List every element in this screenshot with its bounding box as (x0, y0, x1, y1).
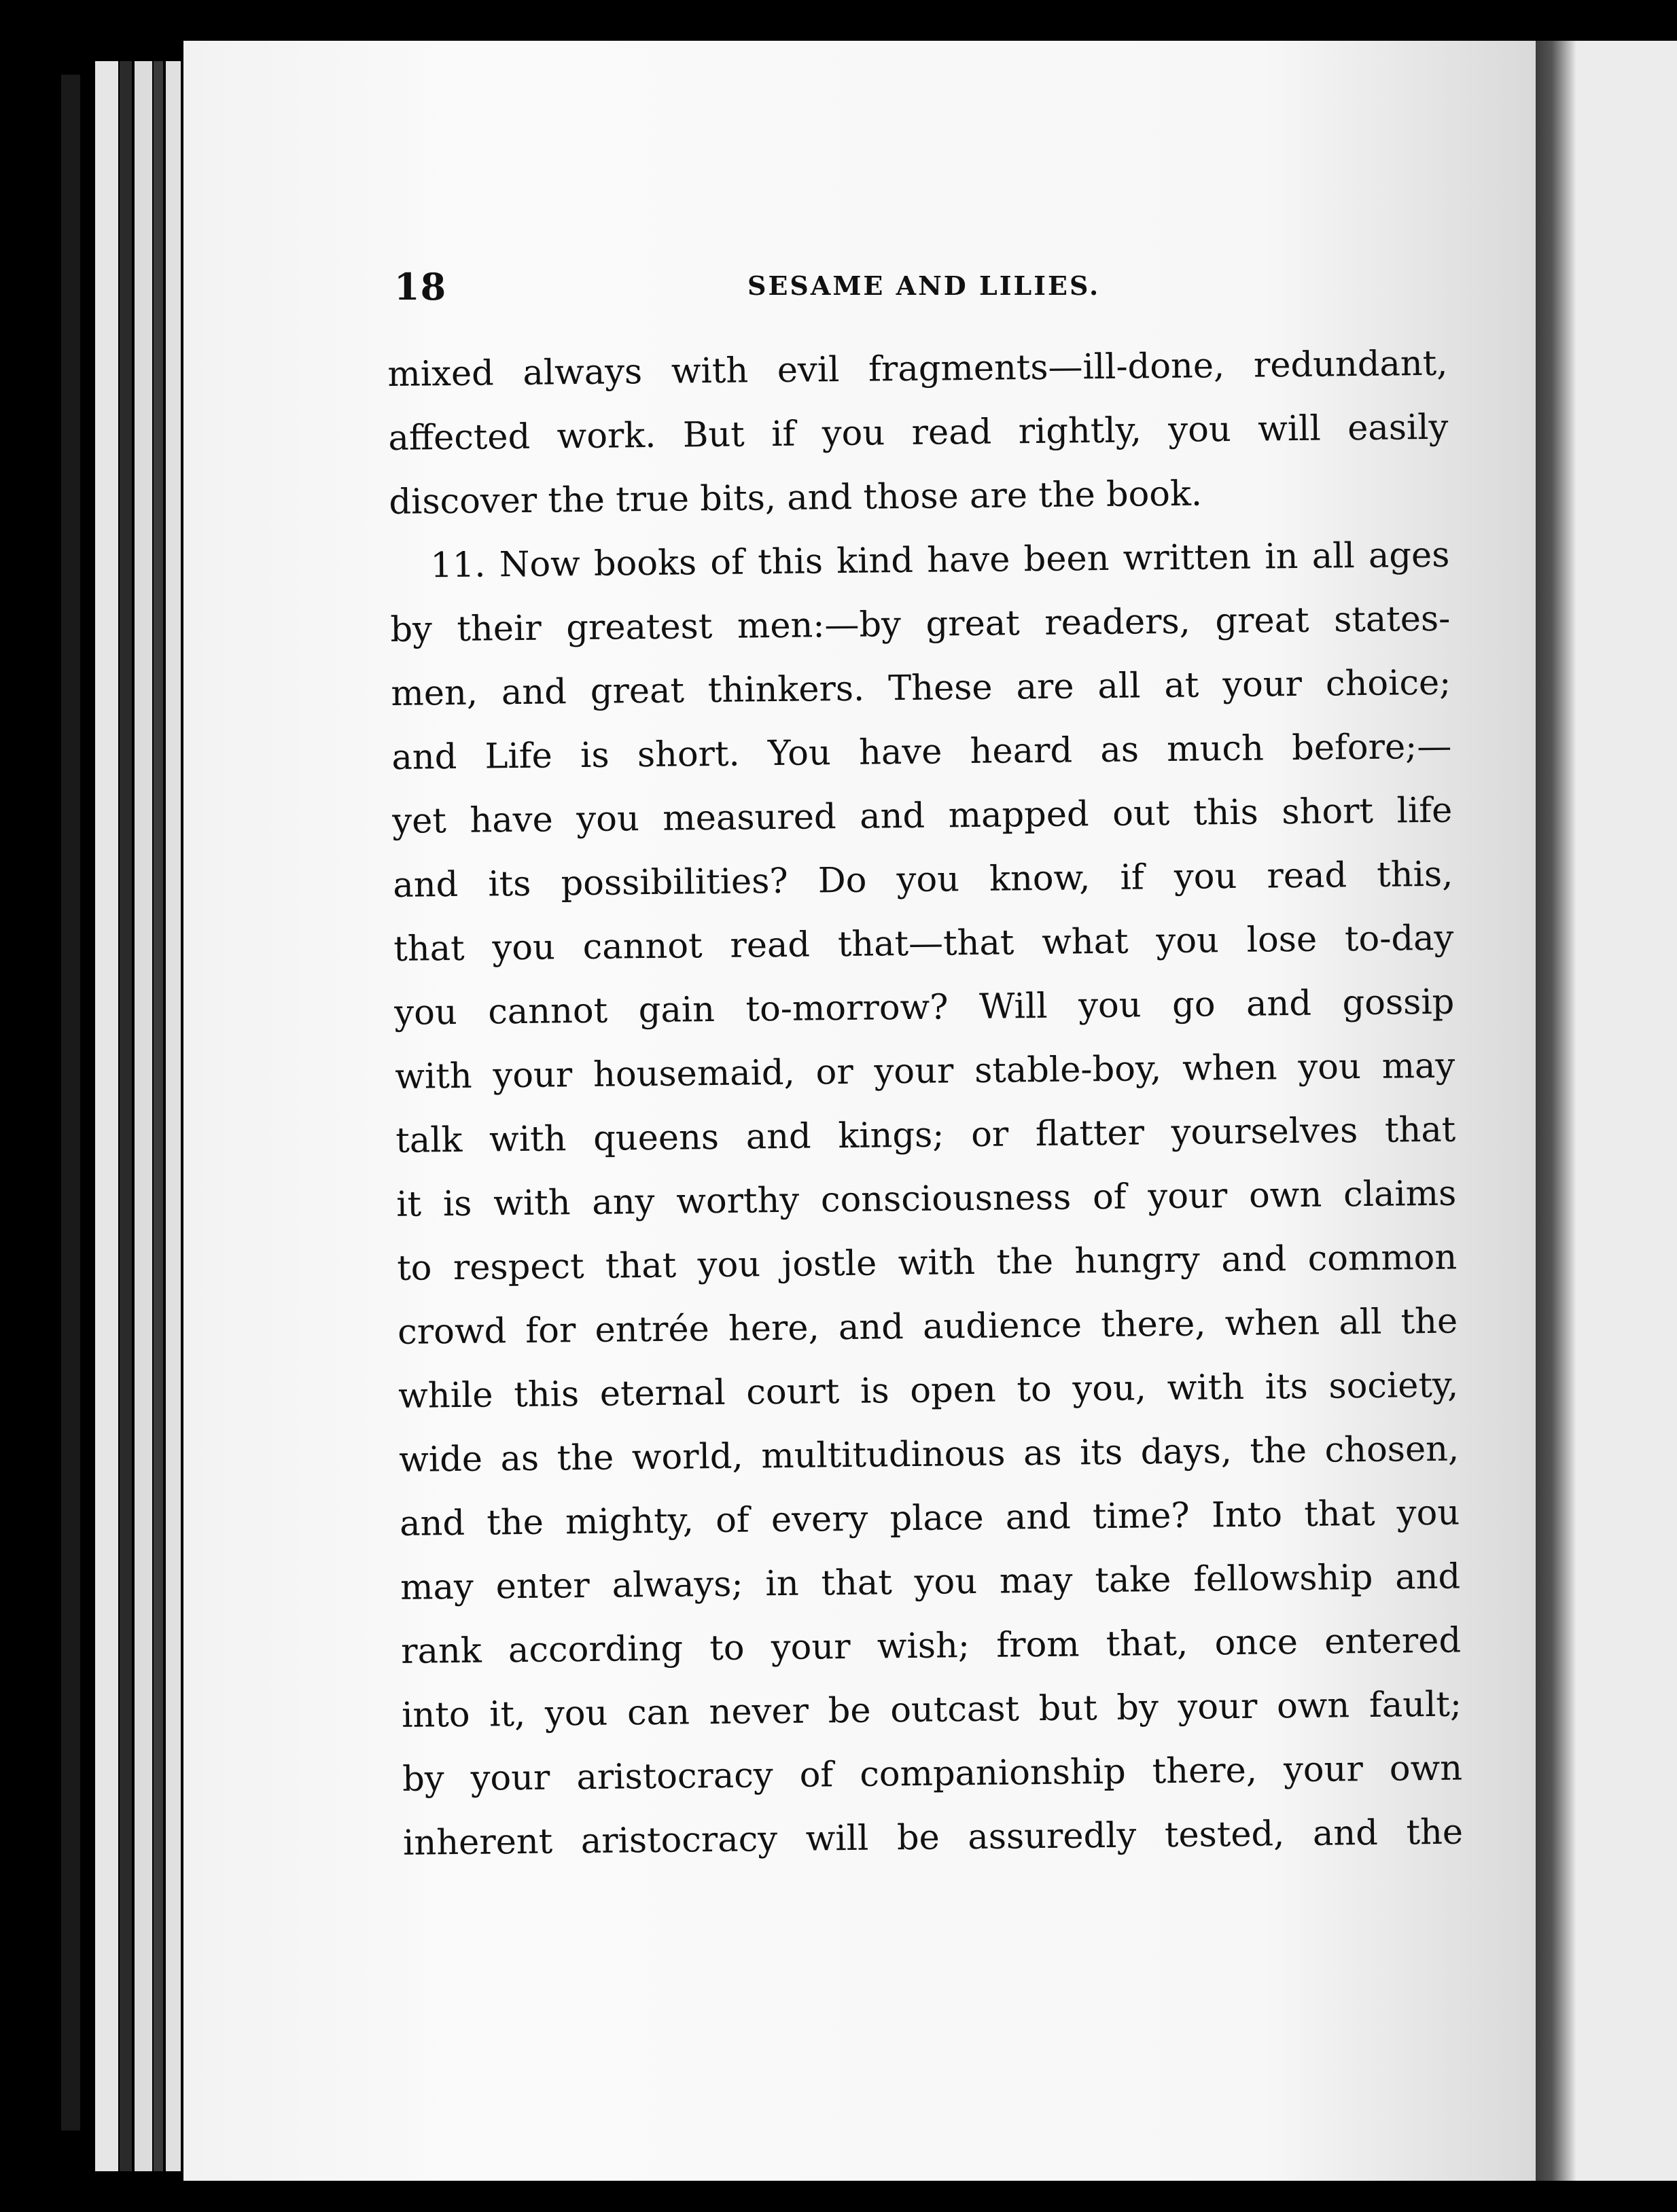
text-line: by your aristocracy of companionship there, your own (402, 1748, 1463, 1800)
text-line: to respect that you jostle with the hungry and common (396, 1237, 1458, 1289)
text-line: it is with any worthy consciousness of your own claims (395, 1173, 1457, 1225)
text-line: while this eternal court is open to you, with its society, (398, 1365, 1459, 1416)
text-line: men, and great thinkers. These are all at your choice; (391, 662, 1451, 714)
text-line: discover the true bits, and those are the book. (389, 474, 1203, 522)
text-line: and the mighty, of every place and time? Into that you (399, 1493, 1460, 1544)
text-line: and Life is short. You have heard as much before;— (391, 726, 1452, 778)
text-line: may enter always; in that you may take fellowship and (400, 1556, 1461, 1608)
text-line: affected work. But if you read rightly, you will easily (388, 407, 1449, 459)
page-number: 18 (394, 265, 447, 308)
text-line: 11. Now books of this kind have been written in all ages (430, 535, 1450, 586)
page-edge (61, 75, 80, 2130)
book-page (183, 41, 1536, 2181)
text-line: rank according to your wish; from that, once entered (400, 1620, 1462, 1672)
running-head (394, 265, 1549, 319)
page-edge (166, 61, 181, 2171)
text-line: crowd for entrée here, and audience there, when all the (397, 1301, 1458, 1353)
text-line: mixed always with evil fragments—ill-done, redundant, (387, 343, 1448, 395)
running-title: SESAME AND LILIES. (747, 270, 1101, 301)
text-line: into it, you can never be outcast but by your own fault; (401, 1684, 1462, 1736)
page-edge (95, 61, 118, 2171)
text-line: that you cannot read that—that what you lose to-day (393, 918, 1454, 969)
text-line: you cannot gain to-morrow? Will you go and gossip (394, 982, 1455, 1033)
text-line: and its possibilities? Do you know, if you read this, (393, 854, 1453, 906)
text-line: by their greatest men:—by great readers, great states- (390, 599, 1451, 650)
body-text (387, 332, 1464, 1876)
text-line: inherent aristocracy will be assuredly tested, and the (402, 1812, 1464, 1863)
page-edge (154, 61, 163, 2171)
text-line: wide as the world, multitudinous as its days, the chosen, (398, 1429, 1460, 1480)
text-line: with your housemaid, or your stable-boy, when you may (395, 1046, 1455, 1097)
text-line: talk with queens and kings; or flatter yourselves that (395, 1109, 1456, 1161)
text-line: yet have you measured and mapped out this short life (392, 790, 1453, 842)
page-edge (120, 61, 132, 2171)
page-edge (135, 61, 152, 2171)
